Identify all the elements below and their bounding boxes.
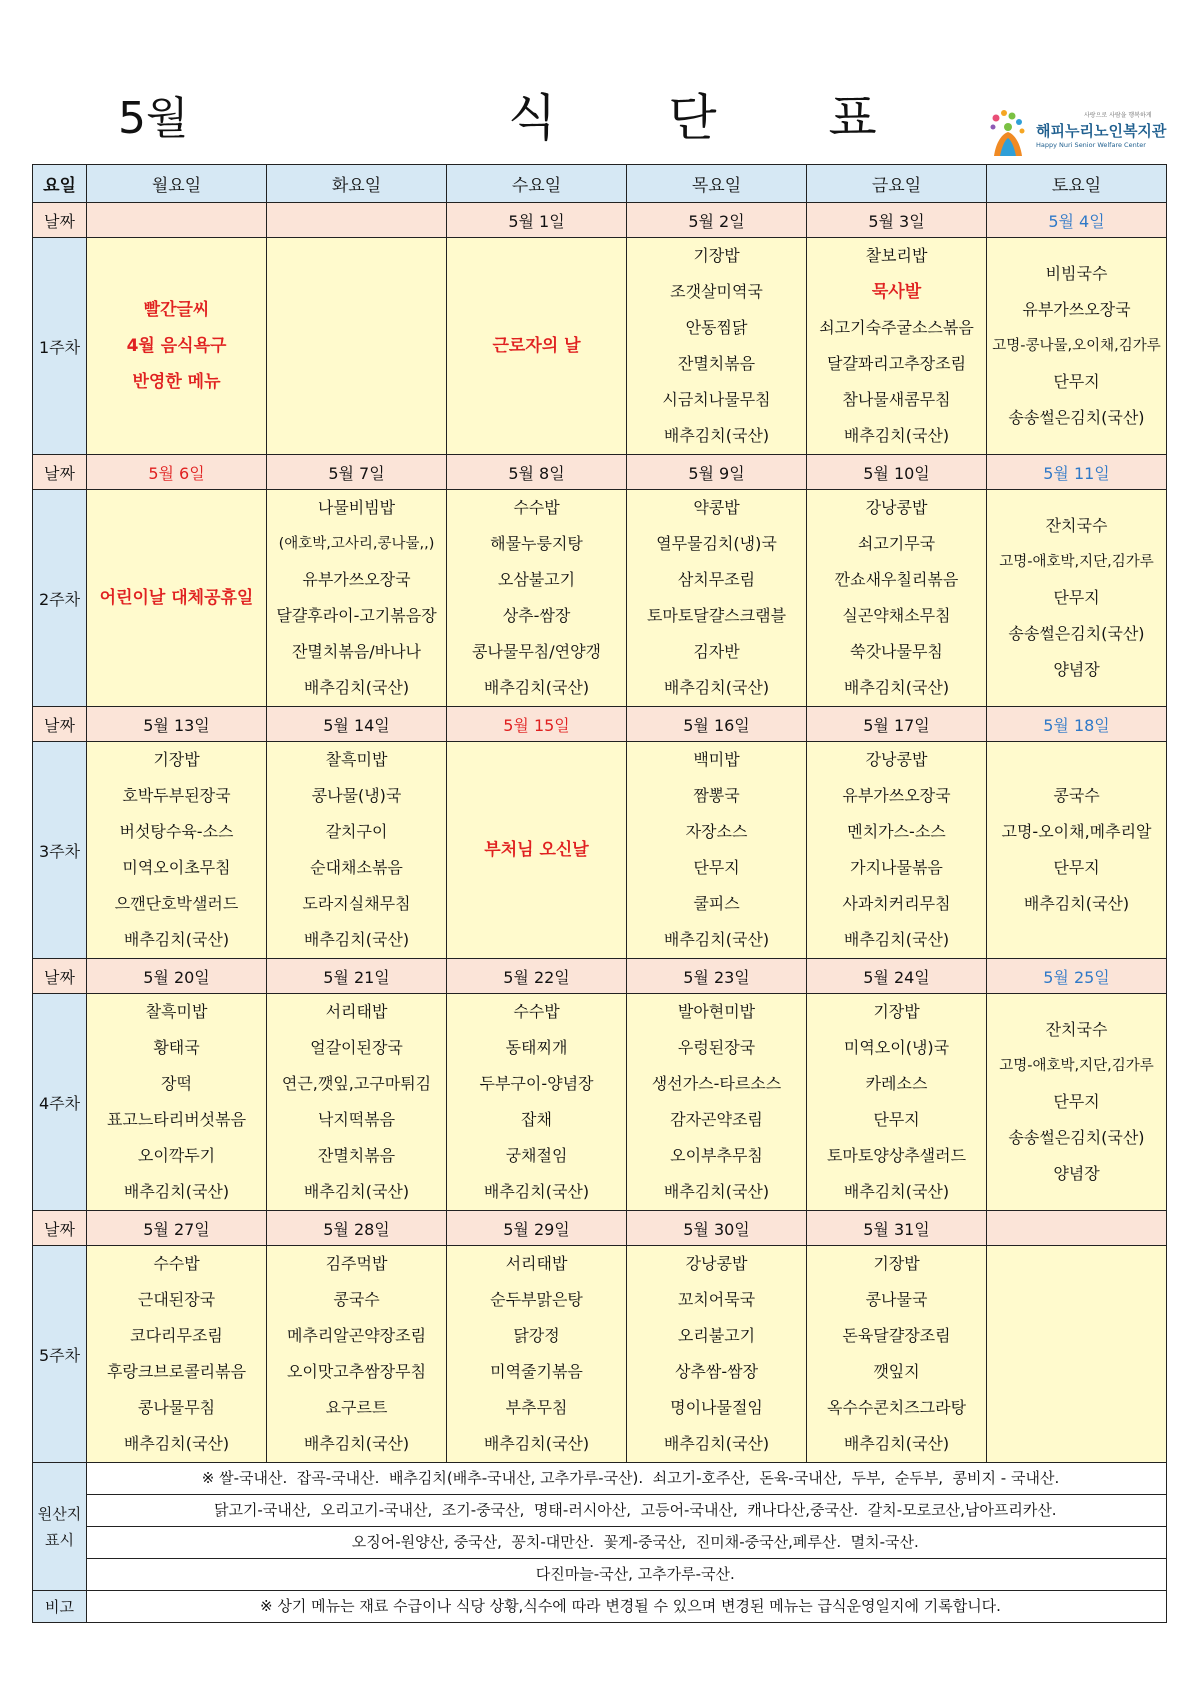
date-cell: 5월 16일 [627, 707, 807, 742]
menu-item: 카레소스 [865, 1074, 928, 1093]
menu-table [32, 164, 1167, 1623]
menu-item: 콩나물무침 [137, 1398, 216, 1417]
menu-item: 잔멸치볶음/바나나 [291, 642, 422, 661]
menu-item: 배추김치(국산) [843, 1434, 950, 1453]
menu-item: 감자곤약조림 [670, 1110, 763, 1129]
date-cell: 5월 20일 [87, 959, 267, 994]
menu-item: 단무지 [873, 1110, 920, 1129]
origin-line: 다진마늘-국산, 고추가루-국산. [526, 1565, 735, 1583]
menu-item: 오이부추무침 [670, 1146, 763, 1165]
menu-item: 실곤약채소무침 [842, 606, 951, 625]
date-cell: 5월 30일 [627, 1211, 807, 1246]
menu-row [33, 238, 1167, 455]
date-cell [987, 1211, 1167, 1246]
menu-item: 배추김치(국산) [483, 1434, 590, 1453]
header-row [33, 165, 1167, 203]
date-cell: 5월 28일 [267, 1211, 447, 1246]
menu-item: 해물누룽지탕 [490, 534, 583, 553]
menu-item: 배추김치(국산) [663, 426, 770, 445]
date-row-label: 날짜 [33, 707, 87, 742]
week-label: 2주차 [33, 490, 87, 707]
date-cell: 5월 21일 [267, 959, 447, 994]
menu-item: 미역오이(냉)국 [843, 1038, 950, 1057]
remark-label: 비고 [33, 1591, 87, 1623]
menu-item: 강낭콩밥 [685, 1254, 748, 1273]
date-cell: 5월 17일 [807, 707, 987, 742]
menu-item: 근로자의 날 [492, 336, 581, 356]
menu-row [33, 1246, 1167, 1463]
menu-cell [447, 490, 627, 707]
menu-item: 양념장 [1053, 1164, 1100, 1183]
menu-item: 버섯탕수육-소스 [119, 822, 234, 841]
logo-name-en: Happy Nuri Senior Welfare Center [1036, 141, 1146, 149]
date-cell: 5월 15일 [447, 707, 627, 742]
origin-content [87, 1463, 1167, 1591]
menu-row [33, 994, 1167, 1211]
week-label: 3주차 [33, 742, 87, 959]
origin-line: 오징어-원양산, 중국산, 꽁치-대만산. 꽃게-중국산, 진미채-중국산,페루산. 멸치-국산. [87, 1527, 1166, 1559]
menu-item: 낙지떡볶음 [317, 1110, 396, 1129]
menu-item: 유부가쓰오장국 [302, 570, 411, 589]
menu-item: 콩나물국 [865, 1290, 928, 1309]
menu-item: 우렁된장국 [677, 1038, 756, 1057]
menu-item: 콩나물(냉)국 [311, 786, 402, 805]
menu-item: 오이맛고추쌈장무침 [286, 1362, 427, 1381]
date-row [33, 707, 1167, 742]
menu-item: 배추김치(국산) [663, 678, 770, 697]
menu-item: 황태국 [153, 1038, 200, 1057]
date-cell: 5월 11일 [987, 455, 1167, 490]
menu-item: 상추-쌈장 [502, 606, 571, 625]
menu-item: 동태찌개 [505, 1038, 568, 1057]
date-row-label: 날짜 [33, 1211, 87, 1246]
menu-item: 서리태밥 [505, 1254, 568, 1273]
menu-item: 콩국수 [333, 1290, 380, 1309]
menu-item: 삼치무조림 [677, 570, 756, 589]
menu-item: 닭강정 [513, 1326, 560, 1345]
menu-item: 표고느타리버섯볶음 [106, 1110, 247, 1129]
origin-line: 닭고기-국내산, 오리고기-국내산, 조기-중국산, 명태-러시아산, 고등어-국내산, 캐나다산,중국산. 갈치-모로코산,남아프리카산. [87, 1495, 1166, 1527]
menu-item: 두부구이-양념장 [479, 1074, 594, 1093]
menu-cell [987, 994, 1167, 1211]
date-cell: 5월 3일 [807, 203, 987, 238]
logo-mark-icon [986, 108, 1032, 160]
menu-item: 양념장 [1053, 660, 1100, 679]
menu-cell [987, 1246, 1167, 1463]
menu-cell [447, 238, 627, 455]
menu-item: 수수밥 [513, 498, 560, 517]
menu-item: 찰보리밥 [865, 246, 928, 265]
menu-cell [627, 994, 807, 1211]
menu-item: 배추김치(국산) [843, 1182, 950, 1201]
date-cell [87, 203, 267, 238]
menu-cell [987, 742, 1167, 959]
week-label: 4주차 [33, 994, 87, 1211]
menu-item: 쇠고기무국 [857, 534, 936, 553]
menu-cell [267, 490, 447, 707]
menu-cell [87, 994, 267, 1211]
menu-cell [267, 1246, 447, 1463]
menu-item: 잔멸치볶음 [677, 354, 756, 373]
menu-cell [807, 994, 987, 1211]
menu-item: 콩국수 [1053, 786, 1100, 805]
menu-item: 달걀꽈리고추장조림 [826, 354, 967, 373]
menu-item: 잔치국수 [1045, 1020, 1108, 1039]
menu-cell [987, 238, 1167, 455]
week-label: 5주차 [33, 1246, 87, 1463]
menu-item: 강낭콩밥 [865, 498, 928, 517]
menu-cell [267, 742, 447, 959]
menu-item: 비빔국수 [1045, 264, 1108, 283]
menu-item: 서리태밥 [325, 1002, 388, 1021]
menu-cell [87, 238, 267, 455]
menu-item: 상추쌈-쌈장 [674, 1362, 759, 1381]
date-row-label: 날짜 [33, 203, 87, 238]
menu-item: 나물비빔밥 [317, 498, 396, 517]
menu-item: (애호박,고사리,콩나물,,) [278, 536, 435, 552]
menu-cell [87, 1246, 267, 1463]
menu-item: 고명-오이채,메추리알 [1001, 822, 1152, 841]
menu-item: 배추김치(국산) [843, 678, 950, 697]
menu-item: 배추김치(국산) [123, 1182, 230, 1201]
menu-item: 오이깍두기 [137, 1146, 216, 1165]
date-row-label: 날짜 [33, 959, 87, 994]
date-cell: 5월 8일 [447, 455, 627, 490]
menu-item: 배추김치(국산) [303, 1434, 410, 1453]
menu-item: 배추김치(국산) [303, 1182, 410, 1201]
menu-item: 메추리알곤약장조림 [286, 1326, 427, 1345]
menu-item: 배추김치(국산) [843, 930, 950, 949]
menu-item: 배추김치(국산) [303, 930, 410, 949]
date-cell: 5월 27일 [87, 1211, 267, 1246]
menu-item: 약콩밥 [693, 498, 740, 517]
menu-cell [627, 742, 807, 959]
logo-slogan: 사랑으로 사람을 행복하게 [1084, 112, 1152, 119]
date-row [33, 1211, 1167, 1246]
menu-item: 호박두부된장국 [122, 786, 231, 805]
menu-item: 부추무침 [505, 1398, 568, 1417]
menu-item: 찰흑미밥 [325, 750, 388, 769]
menu-cell [807, 490, 987, 707]
origin-label: 원산지 표시 [33, 1463, 87, 1591]
menu-item: 유부가쓰오장국 [1022, 300, 1131, 319]
menu-item: 짬뽕국 [693, 786, 740, 805]
menu-item: 송송썰은김치(국산) [1008, 408, 1145, 427]
menu-item: 갈치구이 [325, 822, 388, 841]
menu-item: 잔치국수 [1045, 516, 1108, 535]
menu-item: 잡채 [521, 1110, 552, 1129]
menu-item: 쇠고기숙주굴소스볶음 [819, 318, 974, 337]
menu-cell [627, 490, 807, 707]
date-row [33, 959, 1167, 994]
menu-item: 배추김치(국산) [663, 930, 770, 949]
menu-item: 가지나물볶음 [850, 858, 943, 877]
menu-item: 안동찜닭 [685, 318, 748, 337]
menu-item: 부처님 오신날 [484, 840, 589, 860]
menu-item: 단무지 [1053, 1092, 1100, 1111]
menu-item: 깻잎지 [873, 1362, 920, 1381]
menu-item: 찰흑미밥 [145, 1002, 208, 1021]
menu-cell [447, 994, 627, 1211]
date-cell: 5월 18일 [987, 707, 1167, 742]
menu-item: 송송썰은김치(국산) [1008, 624, 1145, 643]
date-cell: 5월 9일 [627, 455, 807, 490]
menu-item: 단무지 [1053, 588, 1100, 607]
menu-cell [807, 1246, 987, 1463]
menu-item: 쑥갓나물무침 [850, 642, 943, 661]
day-header: 화요일 [267, 165, 447, 203]
menu-item: 근대된장국 [137, 1290, 216, 1309]
menu-row [33, 742, 1167, 959]
date-cell: 5월 25일 [987, 959, 1167, 994]
menu-item: 도라지실채무침 [302, 894, 411, 913]
menu-item: 배추김치(국산) [663, 1182, 770, 1201]
menu-item: 꼬치어묵국 [677, 1290, 756, 1309]
menu-item: 오삼불고기 [497, 570, 576, 589]
menu-cell [987, 490, 1167, 707]
date-row [33, 455, 1167, 490]
menu-cell [87, 490, 267, 707]
date-cell: 5월 22일 [447, 959, 627, 994]
menu-cell [447, 742, 627, 959]
menu-item: 단무지 [1053, 372, 1100, 391]
menu-item: 순대채소볶음 [310, 858, 403, 877]
menu-item: 송송썰은김치(국산) [1008, 1128, 1145, 1147]
remark-content [87, 1591, 1167, 1623]
menu-item: 장떡 [161, 1074, 192, 1093]
date-cell: 5월 4일 [987, 203, 1167, 238]
date-cell: 5월 6일 [87, 455, 267, 490]
menu-item: 오리불고기 [677, 1326, 756, 1345]
menu-item: 참나물새콤무침 [842, 390, 951, 409]
menu-item: 궁채절임 [505, 1146, 568, 1165]
menu-item: 토마토양상추샐러드 [826, 1146, 967, 1165]
menu-item: 쿨피스 [693, 894, 740, 913]
date-cell [267, 203, 447, 238]
menu-item: 토마토달걀스크램블 [646, 606, 787, 625]
page-title: 식 단 표 [508, 89, 925, 147]
menu-cell [267, 994, 447, 1211]
menu-item: 단무지 [1053, 858, 1100, 877]
menu-item: 순두부맑은탕 [490, 1290, 583, 1309]
menu-item: 배추김치(국산) [123, 930, 230, 949]
week-label: 1주차 [33, 238, 87, 455]
date-cell: 5월 29일 [447, 1211, 627, 1246]
menu-item: 콩나물무침/연양갱 [471, 642, 602, 661]
menu-item: 자장소스 [685, 822, 748, 841]
menu-item: 깐쇼새우칠리볶음 [834, 570, 959, 589]
menu-cell [267, 238, 447, 455]
menu-item: 묵사발 [871, 282, 922, 302]
menu-item: 미역오이초무침 [122, 858, 231, 877]
menu-item: 돈육달걀장조림 [842, 1326, 951, 1345]
menu-item: 사과치커리무침 [842, 894, 951, 913]
month-label: 5월 [118, 93, 189, 144]
menu-item: 반영한 메뉴 [132, 372, 221, 392]
menu-item: 김주먹밥 [325, 1254, 388, 1273]
menu-item: 기장밥 [873, 1002, 920, 1021]
origin-row [33, 1463, 1167, 1591]
menu-item: 고명-애호박,지단,김가루 [999, 554, 1154, 570]
menu-item: 강낭콩밥 [865, 750, 928, 769]
day-header: 수요일 [447, 165, 627, 203]
menu-item: 배추김치(국산) [483, 1182, 590, 1201]
menu-item: 으깬단호박샐러드 [114, 894, 239, 913]
date-cell: 5월 13일 [87, 707, 267, 742]
logo-name-ko: 해피누리노인복지관 [1036, 122, 1167, 140]
menu-item: 4월 음식욕구 [126, 336, 227, 356]
menu-item: 얼갈이된장국 [310, 1038, 403, 1057]
menu-item: 배추김치(국산) [843, 426, 950, 445]
menu-item: 코다리무조림 [130, 1326, 223, 1345]
date-cell: 5월 14일 [267, 707, 447, 742]
menu-item: 달걀후라이-고기볶음장 [276, 606, 437, 625]
menu-item: 어린이날 대체공휴일 [99, 588, 254, 608]
menu-item: 멘치가스-소스 [847, 822, 946, 841]
origin-line: ※ 쌀-국내산. 잡곡-국내산. 배추김치(배추-국내산, 고추가루-국산). 쇠고기-호주산, 돈육-국내산, 두부, 순두부, 콩비지 - 국내산. [87, 1463, 1166, 1495]
menu-item: 단무지 [693, 858, 740, 877]
menu-item: 배추김치(국산) [123, 1434, 230, 1453]
menu-cell [447, 1246, 627, 1463]
menu-cell [87, 742, 267, 959]
day-header: 월요일 [87, 165, 267, 203]
menu-item: 기장밥 [153, 750, 200, 769]
menu-item: 수수밥 [153, 1254, 200, 1273]
remark-row [33, 1591, 1167, 1623]
menu-item: 후랑크브로콜리볶음 [106, 1362, 247, 1381]
menu-cell [627, 238, 807, 455]
date-cell: 5월 31일 [807, 1211, 987, 1246]
date-cell: 5월 7일 [267, 455, 447, 490]
menu-item: 잔멸치볶음 [317, 1146, 396, 1165]
menu-item: 옥수수콘치즈그라탕 [826, 1398, 967, 1417]
menu-item: 기장밥 [693, 246, 740, 265]
menu-item: 수수밥 [513, 1002, 560, 1021]
date-cell: 5월 23일 [627, 959, 807, 994]
menu-item: 시금치나물무침 [662, 390, 771, 409]
menu-item: 백미밥 [693, 750, 740, 769]
date-cell: 5월 24일 [807, 959, 987, 994]
day-header: 토요일 [987, 165, 1167, 203]
date-cell: 5월 10일 [807, 455, 987, 490]
menu-item: 열무물김치(냉)국 [656, 534, 777, 553]
corner-cell: 요일 [33, 165, 87, 203]
menu-item: 기장밥 [873, 1254, 920, 1273]
logo [986, 108, 1167, 160]
menu-item: 배추김치(국산) [303, 678, 410, 697]
remark-text: ※ 상기 메뉴는 재료 수급이나 식당 상황,식수에 따라 변경될 수 있으며 변경된 메뉴는 급식운영일지에 기록합니다. [260, 1597, 1001, 1615]
day-header: 금요일 [807, 165, 987, 203]
menu-item: 유부가쓰오장국 [842, 786, 951, 805]
menu-cell [627, 1246, 807, 1463]
date-cell: 5월 2일 [627, 203, 807, 238]
date-row [33, 203, 1167, 238]
menu-item: 미역줄기볶음 [490, 1362, 583, 1381]
menu-item: 배추김치(국산) [663, 1434, 770, 1453]
menu-item: 연근,깻잎,고구마튀김 [281, 1074, 432, 1093]
date-cell: 5월 1일 [447, 203, 627, 238]
menu-item: 명이나물절임 [670, 1398, 763, 1417]
menu-item: 발아현미밥 [677, 1002, 756, 1021]
menu-item: 배추김치(국산) [483, 678, 590, 697]
menu-cell [807, 742, 987, 959]
menu-item: 김자반 [693, 642, 740, 661]
menu-item: 조갯살미역국 [670, 282, 763, 301]
menu-row [33, 490, 1167, 707]
menu-item: 배추김치(국산) [1023, 894, 1130, 913]
menu-item: 생선가스-타르소스 [651, 1074, 782, 1093]
date-row-label: 날짜 [33, 455, 87, 490]
menu-item: 빨간글씨 [143, 300, 210, 320]
menu-item: 고명-애호박,지단,김가루 [999, 1058, 1154, 1074]
menu-item: 요구르트 [325, 1398, 388, 1417]
menu-cell [807, 238, 987, 455]
menu-item: 고명-콩나물,오이채,김가루 [992, 338, 1161, 354]
day-header: 목요일 [627, 165, 807, 203]
